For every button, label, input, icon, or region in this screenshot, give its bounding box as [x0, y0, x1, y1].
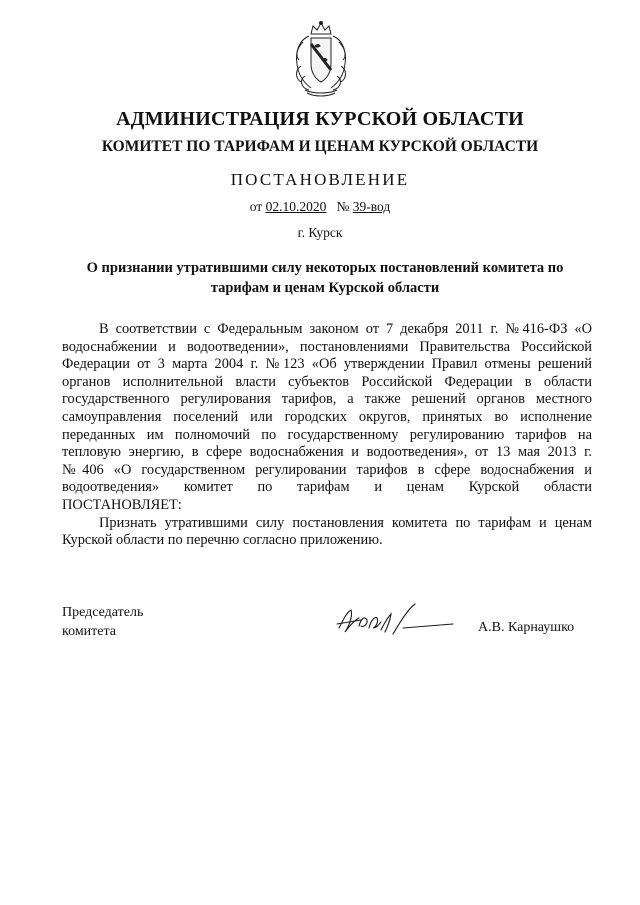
- signatory-name: А.В. Карнаушко: [478, 620, 575, 635]
- body-line: Федерации от 3 марта 2004 г. №123 «Об утверждении Правил отмены решений: [62, 356, 592, 373]
- date-prefix: от: [249, 199, 263, 214]
- body-line: В соответствии с Федеральным законом от 7 декабря 2011 г. №416-ФЗ «О: [99, 321, 592, 337]
- body-line: тепловую энергию, в сфере водоснабжения и водоотведения», от 13 мая 2013 г.: [62, 444, 592, 461]
- subject-line: О признании утратившими силу некоторых постановлений комитета по: [86, 260, 564, 276]
- signatory-title: [62, 603, 143, 641]
- document-type: ПОСТАНОВЛЕНИЕ: [230, 170, 410, 189]
- document-body: [62, 321, 592, 550]
- body-line: водоснабжении и водоотведении», постановлениями Правительства Российской: [62, 338, 592, 355]
- organization-title: АДМИНИСТРАЦИЯ КУРСКОЙ ОБЛАСТИ: [116, 108, 524, 130]
- subject-line: тарифам и ценам Курской области: [210, 280, 440, 296]
- body-line: органов исполнительной власти субъектов Российской Федерации в области: [62, 373, 592, 390]
- document-date: 02.10.2020: [265, 199, 327, 214]
- body-line: государственного регулирования тарифов, а также решений органов местного: [62, 391, 592, 408]
- body-word: и: [374, 479, 383, 496]
- body-word: по: [257, 479, 273, 496]
- coat-of-arms-emblem: [289, 20, 353, 98]
- document-subject: [60, 258, 590, 298]
- committee-title: КОМИТЕТ ПО ТАРИФАМ И ЦЕНАМ КУРСКОЙ ОБЛАСТИ: [101, 138, 539, 155]
- body-word: комитет: [183, 479, 233, 496]
- body-line: переданных им полномочий по государственному регулированию тарифов на: [62, 426, 592, 443]
- body-line: [62, 479, 592, 497]
- date-number-line: [0, 199, 640, 215]
- resolve-line: ПОСТАНОВЛЯЕТ:: [62, 496, 182, 513]
- handwritten-signature: [335, 598, 455, 638]
- body-word: водоотведения»: [62, 479, 160, 496]
- body-word: ценам: [406, 479, 445, 496]
- decision-line: Признать утратившими силу постановления комитета по тарифам и ценам: [99, 514, 592, 531]
- body-word: тарифам: [297, 479, 350, 496]
- signatory-title-line: комитета: [62, 624, 117, 639]
- body-word: области: [543, 479, 592, 496]
- number-prefix: №: [336, 199, 350, 214]
- city: г. Курск: [297, 225, 343, 240]
- body-line: самоуправления поселений или городских округов, принятых во исполнение: [62, 408, 592, 425]
- decision-line: Курской области по перечню согласно приложению.: [62, 532, 383, 549]
- document-number: 39-вод: [352, 199, 391, 214]
- body-line: №406 «О государственном регулировании тарифов в сфере водоснабжения и: [62, 461, 592, 478]
- signatory-title-line: Председатель: [62, 605, 144, 620]
- body-word: Курской: [468, 479, 520, 496]
